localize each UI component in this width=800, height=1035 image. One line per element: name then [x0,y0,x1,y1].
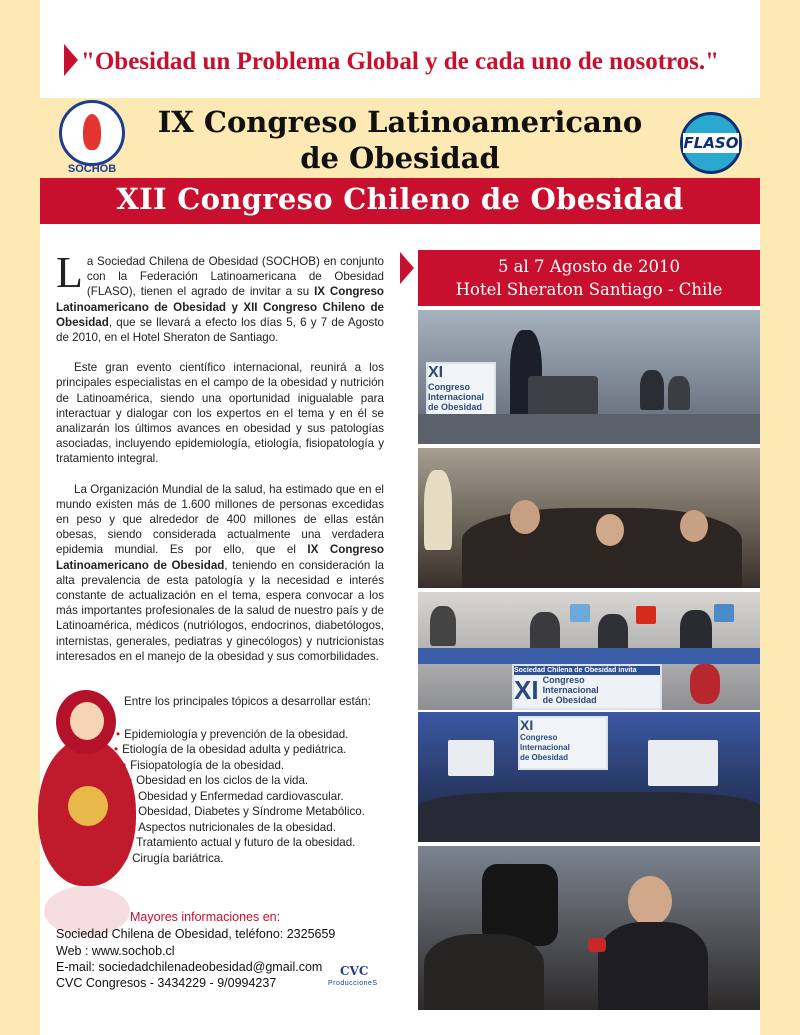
paragraph-1-text-b: , que se llevará a efecto los días 5, 6 y 7 de Agosto de 2010, en el Hotel Sheraton de Santiago. [56,315,384,345]
person-face [596,514,624,546]
panel-member [598,614,628,652]
podium [528,376,598,416]
contact-web[interactable]: Web : www.sochob.cl [56,944,175,958]
audience-crowd [418,792,760,842]
congress-banner [512,664,662,710]
slogan: "Obesidad un Problema Global y de cada uno de nosotros." [80,48,720,75]
bullet-icon: • [130,805,135,818]
flaso-logo [680,112,742,174]
paragraph-2: Este gran evento científico internacional, reunirá a los principales especialistas en el campo de la obesidad y nutrición de Latinoamérica, siendo una oportunidad inigualable para interactuar y dialogar con los expertos en el tema y en él se analizarán los últimos avances en obesidad y sus patologías asociadas, incluyendo epidemiología, etiología, fisiopatología y tratamiento integral. [56,361,384,466]
topic-label: Fisiopatología de la obesidad. [130,759,285,772]
sochob-logo [53,100,131,178]
page-title-line1: IX Congreso Latinoamericano [157,105,643,139]
photo-speaker-podium [418,310,760,444]
poster [424,470,452,550]
event-date: 5 al 7 Agosto de 2010 [497,257,681,276]
banner-text: Internacional [542,685,599,695]
topic-label: Cirugía bariátrica. [132,852,224,865]
sochob-logo-caption: SOCHOB [67,163,117,175]
banner-xi: XI [514,675,539,705]
topic-label: Aspectos nutricionales de la obesidad. [138,821,336,834]
banner-text: Congreso [542,675,585,685]
banner-lines [543,675,599,705]
topic-label: Tratamiento actual y futuro de la obesidad. [136,836,356,849]
matryoshka-doll-image [38,690,136,886]
banner-top-text: Sociedad Chilena de Obesidad invita [514,666,660,675]
photo-interview [418,846,760,1010]
topic-item [128,773,308,788]
projection-screen [448,740,494,776]
projection-screen [648,740,718,786]
paragraph-3-bold: IX Congreso Latinoamericano de Obesidad [56,543,384,572]
bullet-icon: • [122,759,127,772]
photo-panel-flags [418,592,760,710]
interviewee-face [628,876,672,926]
topics-intro: Entre los principales tópicos a desarrollar están: [124,695,371,708]
contact-phone: Sociedad Chilena de Obesidad, teléfono: 2325659 [56,927,336,941]
bullet-icon: • [128,774,133,787]
topic-item [114,742,346,757]
photo-auditorium [418,712,760,842]
cvc-logo-sub: ProduccioneS [328,980,378,987]
flag-uruguay-icon [714,604,734,622]
flame-icon [83,114,101,150]
invitation-text [56,248,384,679]
paragraph-3 [56,482,384,664]
screen-text: de Obesidad [428,402,483,412]
matryoshka-icon [690,664,720,704]
contact-cvc: CVC Congresos - 3434229 - 9/0994237 [56,976,277,990]
topic-item [122,758,284,773]
photo-crowd [418,448,760,588]
page-title [150,104,650,176]
panel-member [680,610,712,652]
cvc-logo [328,964,384,996]
screen-text: Internacional [428,392,485,402]
bullet-icon: • [128,836,133,849]
topic-item [124,851,224,866]
congress-screen [518,716,608,770]
flaso-logo-text: FLASO [683,134,739,152]
doll-face [70,702,104,740]
contact-heading: Mayores informaciones en: [130,910,281,924]
topic-label: Etiología de la obesidad adulta y pediátrica. [122,743,347,756]
screen-text: Congreso [428,382,471,392]
topic-label: Obesidad en los ciclos de la vida. [136,774,309,787]
bullet-icon: • [130,790,135,803]
paragraph-3-text-b: , teniendo en consideración la alta prevalencia de esta patología y la necesidad e interés constante de actualización en el tema, espera convocar a los más importantes profesionales de la salud de nuestro país y de Latinoamérica, médicos (nutriólogos, endocrinos, diabetólogos, internistas, generales, pediatras y ginecólogos) y nutricionistas interesados en el manejo de la obesidad y sus comorbilidades. [56,558,384,663]
topic-item [130,820,336,835]
bullet-icon: • [114,743,119,756]
topic-item [130,789,344,804]
panel-member [530,612,560,652]
banner-text: de Obesidad [542,695,597,705]
event-venue: Hotel Sheraton Santiago - Chile [455,280,723,299]
paragraph-3-text-a: La Organización Mundial de la salud, ha estimado que en el mundo existen más de 1.600 millones de personas excedidas en peso y que alrededor de 400 millones de ellas están obesas, siendo considerada actualmente una verdadera epidemia mundial. Es por ello, que el [56,482,384,557]
topic-label: Obesidad, Diabetes y Síndrome Metabólico. [138,805,365,818]
screen-text: XI [520,717,534,733]
flag-argentina-icon [570,604,590,622]
screen-text: XI [428,364,444,381]
topic-label: Obesidad y Enfermedad cardiovascular. [138,790,344,803]
panel-member [640,370,664,410]
topic-item [128,835,355,850]
panel-member [430,606,456,646]
screen-text: de Obesidad [520,753,569,762]
drop-cap: L [56,248,83,297]
microphone-icon [588,938,606,952]
table-banner [418,648,760,664]
paragraph-1 [56,248,384,345]
bullet-icon: • [130,821,135,834]
event-arrow-icon [400,252,414,284]
audience-row [418,414,760,444]
doll-flower [68,786,108,826]
screen-text: Internacional [520,743,570,752]
topic-item [116,727,348,742]
cameraman [424,934,544,1010]
topic-label: Epidemiología y prevención de la obesidad. [124,728,349,741]
screen-text: Congreso [520,733,558,742]
topic-item [130,804,365,819]
bullet-icon: • [124,852,129,865]
banner-row [514,675,660,705]
subtitle: XII Congreso Chileno de Obesidad [116,182,684,216]
bullet-icon: • [116,728,121,741]
paragraph-1-text-a: a Sociedad Chilena de Obesidad (SOCHOB) en conjunto con la Federación Latinoamericana de Obesidad (FLASO), tienen el agrado de invitar a su [86,255,384,299]
interviewee-suit [598,922,708,1010]
person-face [680,510,708,542]
person-face [510,500,540,534]
page-title-line2: de Obesidad [300,141,500,175]
paragraph-1-bold: IX Congreso Latinoamericano de Obesidad y XII Congreso Chileno de Obesidad [56,285,384,329]
contact-email[interactable]: E-mail: sociedadchilenadeobesidad@gmail.com [56,960,323,974]
panel-member [668,376,690,410]
flag-chile-icon [636,606,656,624]
cvc-logo-mark: CVC [340,964,369,978]
